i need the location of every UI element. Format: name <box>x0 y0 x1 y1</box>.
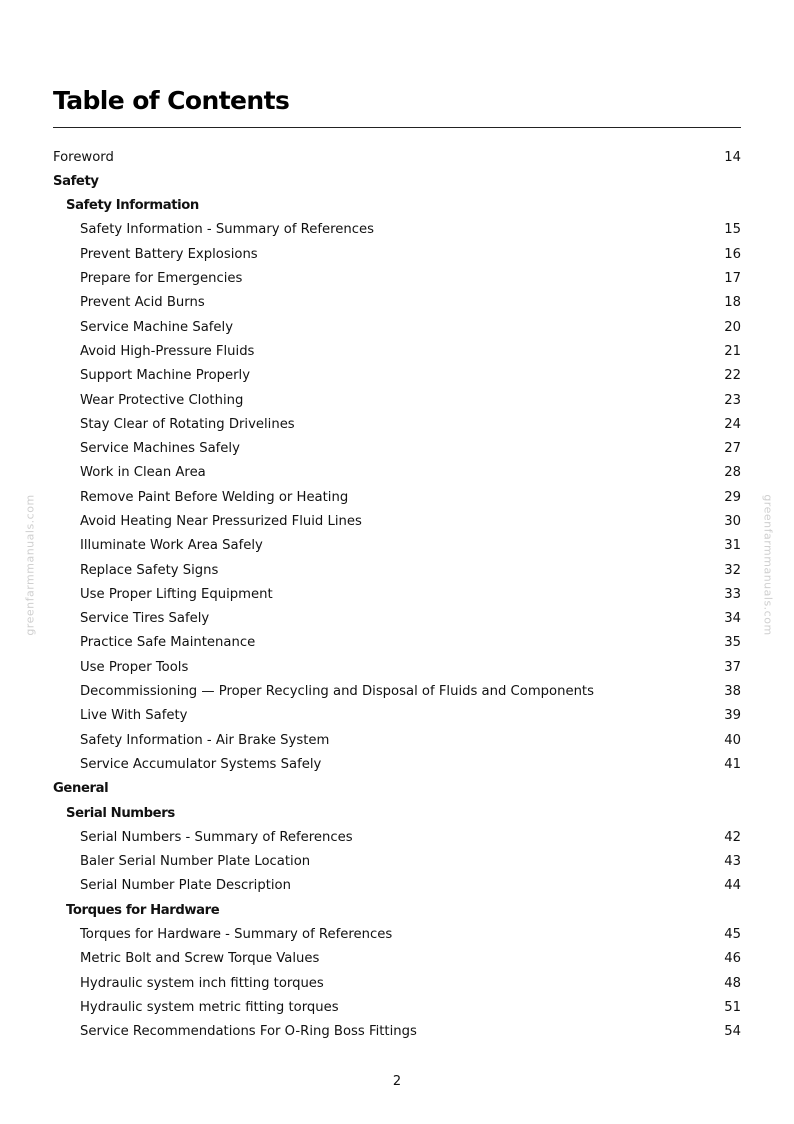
toc-entry-label: Service Machines Safely <box>80 441 240 457</box>
toc-entry-page: 51 <box>724 999 741 1015</box>
toc-entry-label: Live With Safety <box>80 708 188 724</box>
toc-section-heading <box>53 898 741 922</box>
toc-entry-page: 48 <box>724 975 741 991</box>
toc-entry-page: 37 <box>724 659 741 675</box>
toc-entry[interactable] <box>53 339 741 363</box>
toc-entry[interactable] <box>53 971 741 995</box>
toc-entry-label: Serial Numbers <box>66 805 175 821</box>
toc-entry-page: 21 <box>724 343 741 359</box>
toc-entry[interactable] <box>53 655 741 679</box>
toc-entry[interactable] <box>53 388 741 412</box>
toc-entry-label: Torques for Hardware - Summary of References <box>80 927 393 943</box>
toc-entry[interactable] <box>53 825 741 849</box>
toc-entry-page: 30 <box>724 514 741 529</box>
toc-entry[interactable] <box>53 242 741 266</box>
toc-entry-page: 16 <box>724 246 741 262</box>
toc-entry[interactable] <box>53 485 741 509</box>
toc-entry-page: 27 <box>724 441 741 457</box>
toc-entry-page: 23 <box>724 392 741 408</box>
toc-entry[interactable] <box>53 728 741 752</box>
toc-section-heading <box>53 194 741 218</box>
toc-entry-page: 39 <box>724 708 741 724</box>
toc-entry[interactable] <box>53 923 741 947</box>
toc-entry-label: Hydraulic system metric fitting torques <box>80 999 339 1015</box>
toc-entry[interactable] <box>53 266 741 290</box>
toc-entry[interactable] <box>53 218 741 242</box>
toc-entry-label: Stay Clear of Rotating Drivelines <box>80 416 295 432</box>
toc-list <box>53 145 741 1044</box>
toc-entry[interactable] <box>53 412 741 436</box>
toc-entry[interactable] <box>53 364 741 388</box>
toc-entry-label: Safety Information - Air Brake System <box>80 732 330 748</box>
toc-entry-page: 28 <box>724 465 741 481</box>
toc-entry-label: Use Proper Tools <box>80 659 189 675</box>
toc-entry-label: Safety <box>53 173 99 189</box>
toc-entry-page: 31 <box>724 538 741 554</box>
toc-entry[interactable] <box>53 437 741 461</box>
toc-entry[interactable] <box>53 291 741 315</box>
toc-entry[interactable] <box>53 752 741 776</box>
toc-entry-label: Service Recommendations For O-Ring Boss Fittings <box>80 1024 417 1040</box>
toc-entry-page: 40 <box>724 732 741 748</box>
toc-entry-label: Prepare for Emergencies <box>80 271 243 287</box>
toc-entry[interactable] <box>53 704 741 728</box>
toc-entry-page: 34 <box>724 611 741 627</box>
watermark-left: greenfarmmanuals.com <box>23 494 37 636</box>
toc-entry[interactable] <box>53 509 741 533</box>
toc-entry[interactable] <box>53 850 741 874</box>
toc-entry-label: Use Proper Lifting Equipment <box>80 586 273 602</box>
toc-entry-label: General <box>53 781 109 797</box>
toc-entry-label: Safety Information <box>66 198 199 214</box>
toc-entry-page: 20 <box>724 319 741 335</box>
toc-entry[interactable] <box>53 947 741 971</box>
toc-entry-page: 43 <box>724 854 741 870</box>
toc-entry-label: Work in Clean Area <box>80 465 206 481</box>
toc-entry-label: Serial Number Plate Description <box>80 878 291 894</box>
toc-entry[interactable] <box>53 874 741 898</box>
toc-entry-label: Support Machine Properly <box>80 368 251 384</box>
toc-entry-page: 38 <box>724 684 741 700</box>
toc-entry-label: Avoid High-Pressure Fluids <box>80 343 255 359</box>
toc-entry-label: Metric Bolt and Screw Torque Values <box>80 951 320 967</box>
toc-entry-label: Remove Paint Before Welding or Heating <box>80 489 349 505</box>
toc-entry[interactable] <box>53 534 741 558</box>
toc-entry-label: Prevent Battery Explosions <box>80 246 258 262</box>
toc-entry-page: 32 <box>724 562 741 578</box>
title-divider <box>53 127 741 128</box>
toc-section-heading <box>53 169 741 193</box>
toc-entry-page: 45 <box>724 927 741 943</box>
toc-entry[interactable] <box>53 995 741 1019</box>
toc-section-heading <box>53 801 741 825</box>
toc-entry-label: Replace Safety Signs <box>80 562 219 578</box>
toc-entry-label: Service Machine Safely <box>80 319 234 335</box>
toc-entry-page: 18 <box>724 295 741 311</box>
toc-entry[interactable] <box>53 607 741 631</box>
toc-entry-page: 17 <box>724 271 741 287</box>
toc-entry-label: Baler Serial Number Plate Location <box>80 854 311 870</box>
toc-entry[interactable] <box>53 582 741 606</box>
toc-section-heading <box>53 777 741 801</box>
toc-entry-page: 44 <box>724 878 741 894</box>
toc-entry-label: Practice Safe Maintenance <box>80 635 256 651</box>
toc-entry-label: Prevent Acid Burns <box>80 295 205 311</box>
page-title: Table of Contents <box>53 86 290 115</box>
toc-entry-page: 42 <box>724 829 741 845</box>
toc-entry-page: 35 <box>724 635 741 651</box>
toc-entry-label: Torques for Hardware <box>66 902 220 918</box>
toc-entry-page: 33 <box>724 586 741 602</box>
toc-entry-label: Serial Numbers - Summary of References <box>80 829 353 845</box>
toc-entry[interactable] <box>53 461 741 485</box>
toc-entry[interactable] <box>53 631 741 655</box>
toc-entry-label: Foreword <box>53 149 114 165</box>
toc-entry-label: Safety Information - Summary of References <box>80 222 374 238</box>
toc-entry-page: 46 <box>724 951 741 967</box>
toc-entry[interactable] <box>53 558 741 582</box>
toc-entry-label: Hydraulic system inch fitting torques <box>80 975 324 991</box>
toc-entry-label: Avoid Heating Near Pressurized Fluid Lines <box>80 514 362 529</box>
page-number: 2 <box>392 1074 402 1089</box>
toc-entry-label: Service Accumulator Systems Safely <box>80 756 322 772</box>
toc-entry[interactable] <box>53 1020 741 1044</box>
toc-entry-label: Service Tires Safely <box>80 611 210 627</box>
toc-entry-page: 22 <box>724 368 741 384</box>
toc-entry[interactable] <box>53 145 741 169</box>
toc-entry[interactable] <box>53 315 741 339</box>
toc-entry-label: Illuminate Work Area Safely <box>80 538 263 554</box>
toc-entry[interactable] <box>53 680 741 704</box>
toc-entry-label: Wear Protective Clothing <box>80 392 244 408</box>
toc-entry-page: 29 <box>724 489 741 505</box>
toc-entry-page: 54 <box>724 1024 741 1040</box>
toc-entry-page: 24 <box>724 416 741 432</box>
toc-entry-page: 41 <box>724 756 741 772</box>
watermark-right: greenfarmmanuals.com <box>761 494 775 636</box>
toc-entry-page: 15 <box>724 222 741 238</box>
toc-entry-label: Decommissioning — Proper Recycling and Disposal of Fluids and Components <box>80 684 594 700</box>
toc-entry-page: 14 <box>724 149 741 165</box>
